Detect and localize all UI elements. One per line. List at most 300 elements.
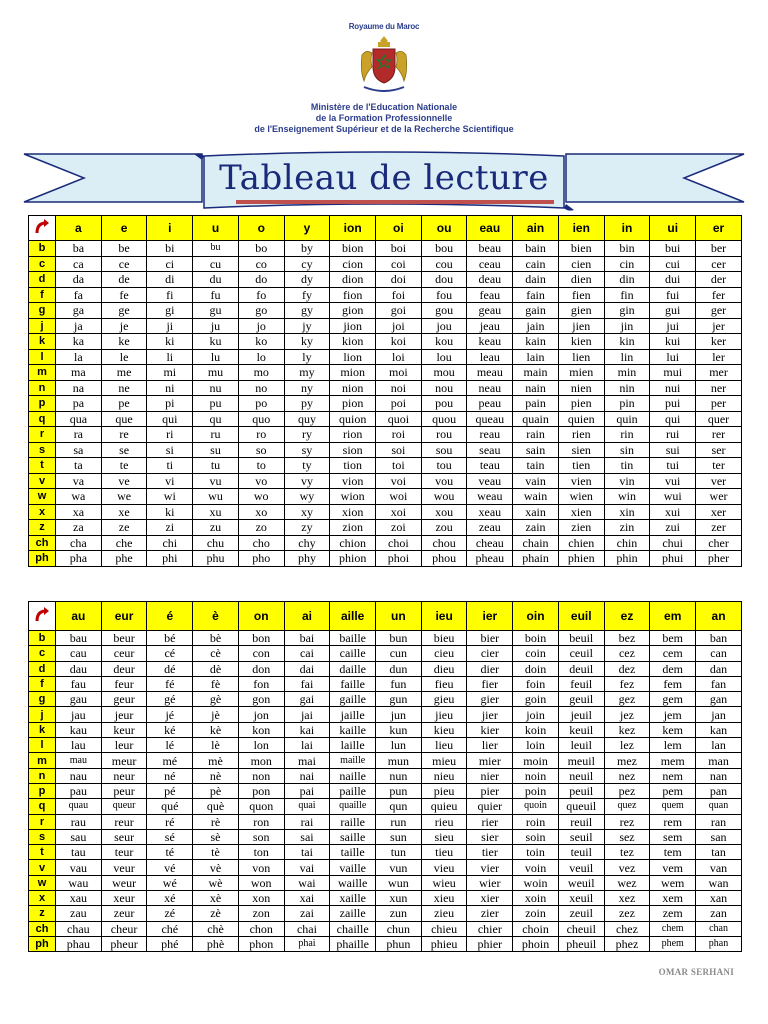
column-header: ion (330, 216, 376, 241)
syllable-cell: lu (193, 349, 239, 365)
syllable-cell: neau (467, 380, 513, 396)
column-header: ier (467, 602, 513, 631)
syllable-cell: quez (604, 799, 650, 814)
syllable-cell: dou (421, 272, 467, 288)
syllable-cell: se (101, 442, 147, 458)
syllable-cell: quier (467, 799, 513, 814)
ministry-line: de l'Enseignement Supérieur et de la Recherche Scientifique (254, 124, 514, 134)
syllable-cell: toi (376, 458, 422, 474)
syllable-cell: mion (330, 365, 376, 381)
syllable-cell: sem (650, 829, 696, 844)
syllable-cell: wez (604, 875, 650, 890)
row-consonant: x (29, 504, 56, 520)
syllable-cell: zé (147, 906, 193, 921)
syllable-cell: be (101, 241, 147, 257)
syllable-cell: ger (696, 303, 742, 319)
syllable-cell: wy (284, 489, 330, 505)
row-consonant: n (29, 768, 56, 783)
syllable-cell: fi (147, 287, 193, 303)
syllable-cell: bain (513, 241, 559, 257)
syllable-cell: jier (467, 707, 513, 722)
table-row (29, 753, 742, 768)
syllable-cell: quien (558, 411, 604, 427)
syllable-cell: sou (421, 442, 467, 458)
syllable-cell: fo (238, 287, 284, 303)
syllable-cell: sé (147, 829, 193, 844)
column-header: ien (558, 216, 604, 241)
syllable-cell: saille (330, 829, 376, 844)
syllable-cell: phè (193, 936, 239, 951)
syllable-cell: beau (467, 241, 513, 257)
syllable-cell: gou (421, 303, 467, 319)
syllable-cell: ji (147, 318, 193, 334)
syllable-cell: qun (376, 799, 422, 814)
syllable-cell: kin (604, 334, 650, 350)
syllable-cell: cui (650, 256, 696, 272)
row-consonant: p (29, 396, 56, 412)
syllable-cell: xe (101, 504, 147, 520)
syllable-cell: vez (604, 860, 650, 875)
syllable-cell: mau (56, 753, 102, 768)
syllable-cell: quieu (421, 799, 467, 814)
table-row (29, 551, 742, 567)
syllable-cell: roi (376, 427, 422, 443)
syllable-cell: cheuil (558, 921, 604, 936)
syllable-cell: xan (696, 891, 742, 906)
table-row (29, 287, 742, 303)
syllable-cell: kon (238, 722, 284, 737)
syllable-cell: phan (696, 936, 742, 951)
syllable-cell: phin (604, 551, 650, 567)
syllable-cell: sieu (421, 829, 467, 844)
syllable-cell: lien (558, 349, 604, 365)
ministry-text (0, 102, 768, 135)
syllable-cell: jau (56, 707, 102, 722)
syllable-cell: xau (56, 891, 102, 906)
syllable-cell: jain (513, 318, 559, 334)
syllable-cell: gieu (421, 692, 467, 707)
syllable-cell: lè (193, 738, 239, 753)
syllable-cell: fan (696, 676, 742, 691)
syllable-cell: vu (193, 473, 239, 489)
royal-coat-of-arms-icon (356, 33, 412, 95)
syllable-cell: phem (650, 936, 696, 951)
syllable-cell: kieu (421, 722, 467, 737)
syllable-cell: lon (238, 738, 284, 753)
syllable-cell: lier (467, 738, 513, 753)
syllable-cell: wain (513, 489, 559, 505)
syllable-cell: lain (513, 349, 559, 365)
column-header: y (284, 216, 330, 241)
syllable-cell: fem (650, 676, 696, 691)
table-row (29, 936, 742, 951)
syllable-cell: dui (650, 272, 696, 288)
syllable-cell: sain (513, 442, 559, 458)
syllable-cell: fy (284, 287, 330, 303)
syllable-cell: xer (696, 504, 742, 520)
syllable-cell: pin (604, 396, 650, 412)
reading-table-1 (28, 215, 742, 567)
syllable-cell: lieu (421, 738, 467, 753)
syllable-cell: quo (238, 411, 284, 427)
syllable-cell: quain (513, 411, 559, 427)
syllable-cell: chun (376, 921, 422, 936)
syllable-cell: phé (147, 936, 193, 951)
syllable-cell: gy (284, 303, 330, 319)
syllable-cell: do (238, 272, 284, 288)
column-header: er (696, 216, 742, 241)
syllable-cell: neur (101, 768, 147, 783)
syllable-cell: chien (558, 535, 604, 551)
syllable-cell: jou (421, 318, 467, 334)
syllable-cell: win (604, 489, 650, 505)
syllable-cell: voin (513, 860, 559, 875)
syllable-cell: roin (513, 814, 559, 829)
syllable-cell: per (696, 396, 742, 412)
column-header: e (101, 216, 147, 241)
syllable-cell: gau (56, 692, 102, 707)
syllable-cell: py (284, 396, 330, 412)
syllable-cell: mien (558, 365, 604, 381)
syllable-cell: rem (650, 814, 696, 829)
syllable-cell: coin (513, 646, 559, 661)
curved-arrow-icon (33, 606, 51, 624)
syllable-cell: peur (101, 783, 147, 798)
syllable-cell: jy (284, 318, 330, 334)
syllable-cell: caille (330, 646, 376, 661)
syllable-cell: xien (558, 504, 604, 520)
syllable-cell: tou (421, 458, 467, 474)
row-consonant: n (29, 380, 56, 396)
syllable-cell: keuil (558, 722, 604, 737)
table-row (29, 692, 742, 707)
syllable-cell: zier (467, 906, 513, 921)
syllable-cell: leuil (558, 738, 604, 753)
syllable-cell: geuil (558, 692, 604, 707)
syllable-cell: go (238, 303, 284, 319)
table-row (29, 676, 742, 691)
syllable-cell: quem (650, 799, 696, 814)
syllable-cell: dan (696, 661, 742, 676)
syllable-cell: rez (604, 814, 650, 829)
table-row (29, 921, 742, 936)
column-header: eur (101, 602, 147, 631)
syllable-cell: quin (604, 411, 650, 427)
syllable-cell: lui (650, 349, 696, 365)
syllable-cell: zon (238, 906, 284, 921)
syllable-cell: ri (147, 427, 193, 443)
syllable-cell: si (147, 442, 193, 458)
syllable-cell: van (696, 860, 742, 875)
syllable-cell: ki (147, 504, 193, 520)
syllable-cell: fon (238, 676, 284, 691)
syllable-cell: phoi (376, 551, 422, 567)
column-header: eau (467, 216, 513, 241)
syllable-cell: dy (284, 272, 330, 288)
syllable-cell: ro (238, 427, 284, 443)
syllable-cell: reur (101, 814, 147, 829)
syllable-cell: jez (604, 707, 650, 722)
row-consonant: s (29, 829, 56, 844)
syllable-cell: dien (558, 272, 604, 288)
syllable-cell: cou (421, 256, 467, 272)
syllable-cell: té (147, 845, 193, 860)
syllable-cell: geau (467, 303, 513, 319)
syllable-cell: pu (193, 396, 239, 412)
syllable-cell: bai (284, 631, 330, 646)
syllable-cell: lo (238, 349, 284, 365)
row-consonant: z (29, 906, 56, 921)
syllable-cell: zy (284, 520, 330, 536)
syllable-cell: fain (513, 287, 559, 303)
syllable-cell: xui (650, 504, 696, 520)
syllable-cell: xoi (376, 504, 422, 520)
syllable-cell: my (284, 365, 330, 381)
syllable-cell: cier (467, 646, 513, 661)
syllable-cell: ra (56, 427, 102, 443)
syllable-cell: zan (696, 906, 742, 921)
column-header: o (238, 216, 284, 241)
syllable-cell: bui (650, 241, 696, 257)
syllable-cell: boin (513, 631, 559, 646)
syllable-cell: san (696, 829, 742, 844)
syllable-cell: der (696, 272, 742, 288)
table-row (29, 707, 742, 722)
syllable-cell: jan (696, 707, 742, 722)
syllable-cell: sin (604, 442, 650, 458)
syllable-cell: cu (193, 256, 239, 272)
syllable-cell: jé (147, 707, 193, 722)
column-header: au (56, 602, 102, 631)
row-consonant: m (29, 365, 56, 381)
syllable-cell: sai (284, 829, 330, 844)
syllable-cell: ke (101, 334, 147, 350)
syllable-cell: nin (604, 380, 650, 396)
syllable-cell: mui (650, 365, 696, 381)
syllable-cell: chu (193, 535, 239, 551)
syllable-cell: weuil (558, 875, 604, 890)
syllable-cell: ci (147, 256, 193, 272)
column-header: oin (513, 602, 559, 631)
row-consonant: w (29, 875, 56, 890)
syllable-cell: phieu (421, 936, 467, 951)
syllable-cell: seuil (558, 829, 604, 844)
syllable-cell: xy (284, 504, 330, 520)
syllable-cell: pai (284, 783, 330, 798)
syllable-cell: phy (284, 551, 330, 567)
syllable-cell: wé (147, 875, 193, 890)
syllable-cell: gun (376, 692, 422, 707)
syllable-cell: qué (147, 799, 193, 814)
syllable-cell: rau (56, 814, 102, 829)
syllable-cell: vier (467, 860, 513, 875)
syllable-cell: tem (650, 845, 696, 860)
syllable-cell: cai (284, 646, 330, 661)
syllable-cell: queuil (558, 799, 604, 814)
syllable-cell: cien (558, 256, 604, 272)
syllable-cell: von (238, 860, 284, 875)
syllable-cell: cho (238, 535, 284, 551)
row-consonant: t (29, 458, 56, 474)
kingdom-label: Royaume du Maroc (348, 22, 420, 31)
syllable-cell: baille (330, 631, 376, 646)
syllable-cell: vo (238, 473, 284, 489)
syllable-cell: zau (56, 906, 102, 921)
syllable-cell: phien (558, 551, 604, 567)
row-consonant: p (29, 783, 56, 798)
syllable-cell: by (284, 241, 330, 257)
syllable-cell: peau (467, 396, 513, 412)
syllable-cell: ze (101, 520, 147, 536)
row-consonant: f (29, 287, 56, 303)
column-header: ou (421, 216, 467, 241)
syllable-cell: min (604, 365, 650, 381)
table-row (29, 906, 742, 921)
row-consonant: f (29, 676, 56, 691)
syllable-cell: chan (696, 921, 742, 936)
syllable-cell: din (604, 272, 650, 288)
syllable-cell: ber (696, 241, 742, 257)
syllable-cell: woin (513, 875, 559, 890)
syllable-cell: fez (604, 676, 650, 691)
table-row (29, 814, 742, 829)
syllable-cell: kaille (330, 722, 376, 737)
syllable-cell: da (56, 272, 102, 288)
syllable-cell: zem (650, 906, 696, 921)
table-row (29, 334, 742, 350)
syllable-cell: sien (558, 442, 604, 458)
column-header: a (56, 216, 102, 241)
syllable-cell: po (238, 396, 284, 412)
table-row (29, 489, 742, 505)
row-consonant: g (29, 692, 56, 707)
syllable-cell: bau (56, 631, 102, 646)
syllable-cell: cher (696, 535, 742, 551)
column-header: euil (558, 602, 604, 631)
table-row (29, 365, 742, 381)
syllable-cell: xon (238, 891, 284, 906)
syllable-cell: nui (650, 380, 696, 396)
syllable-cell: tai (284, 845, 330, 860)
syllable-cell: wieu (421, 875, 467, 890)
syllable-cell: rer (696, 427, 742, 443)
syllable-cell: koi (376, 334, 422, 350)
syllable-cell: leur (101, 738, 147, 753)
syllable-cell: la (56, 349, 102, 365)
syllable-cell: ne (101, 380, 147, 396)
syllable-cell: su (193, 442, 239, 458)
syllable-cell: lé (147, 738, 193, 753)
syllable-cell: xeur (101, 891, 147, 906)
column-header: ai (284, 602, 330, 631)
syllable-cell: ge (101, 303, 147, 319)
syllable-cell: quan (696, 799, 742, 814)
syllable-cell: gi (147, 303, 193, 319)
syllable-cell: sy (284, 442, 330, 458)
syllable-cell: phain (513, 551, 559, 567)
column-header: ieu (421, 602, 467, 631)
syllable-cell: pheau (467, 551, 513, 567)
syllable-cell: cha (56, 535, 102, 551)
syllable-cell: chem (650, 921, 696, 936)
syllable-cell: kion (330, 334, 376, 350)
syllable-cell: tan (696, 845, 742, 860)
syllable-cell: faille (330, 676, 376, 691)
syllable-cell: cez (604, 646, 650, 661)
syllable-cell: nu (193, 380, 239, 396)
syllable-cell: gion (330, 303, 376, 319)
syllable-cell: bon (238, 631, 284, 646)
syllable-cell: dion (330, 272, 376, 288)
syllable-cell: phau (56, 936, 102, 951)
row-consonant: d (29, 272, 56, 288)
syllable-cell: sion (330, 442, 376, 458)
syllable-cell: moi (376, 365, 422, 381)
syllable-cell: tau (56, 845, 102, 860)
syllable-cell: gui (650, 303, 696, 319)
syllable-cell: ner (696, 380, 742, 396)
table-row (29, 380, 742, 396)
row-consonant: z (29, 520, 56, 536)
syllable-cell: ty (284, 458, 330, 474)
syllable-cell: que (101, 411, 147, 427)
syllable-cell: kun (376, 722, 422, 737)
syllable-cell: jè (193, 707, 239, 722)
syllable-cell: we (101, 489, 147, 505)
syllable-cell: nou (421, 380, 467, 396)
syllable-cell: ta (56, 458, 102, 474)
syllable-cell: lem (650, 738, 696, 753)
syllable-cell: dè (193, 661, 239, 676)
syllable-cell: de (101, 272, 147, 288)
syllable-cell: tez (604, 845, 650, 860)
corner-cell (29, 602, 56, 631)
syllable-cell: wion (330, 489, 376, 505)
syllable-cell: mo (238, 365, 284, 381)
syllable-cell: noi (376, 380, 422, 396)
syllable-cell: bieu (421, 631, 467, 646)
syllable-cell: soi (376, 442, 422, 458)
syllable-cell: fieu (421, 676, 467, 691)
syllable-cell: zoin (513, 906, 559, 921)
syllable-cell: kien (558, 334, 604, 350)
syllable-cell: wan (696, 875, 742, 890)
syllable-cell: jun (376, 707, 422, 722)
syllable-cell: phi (147, 551, 193, 567)
syllable-cell: ché (147, 921, 193, 936)
syllable-cell: quer (696, 411, 742, 427)
syllable-cell: bez (604, 631, 650, 646)
syllable-cell: fui (650, 287, 696, 303)
syllable-cell: con (238, 646, 284, 661)
syllable-cell: rion (330, 427, 376, 443)
syllable-cell: loi (376, 349, 422, 365)
syllable-cell: gon (238, 692, 284, 707)
row-consonant: t (29, 845, 56, 860)
table-row (29, 845, 742, 860)
syllable-cell: mier (467, 753, 513, 768)
table-row (29, 396, 742, 412)
syllable-cell: chaille (330, 921, 376, 936)
syllable-cell: phaille (330, 936, 376, 951)
syllable-cell: lan (696, 738, 742, 753)
row-consonant: k (29, 334, 56, 350)
syllable-cell: tain (513, 458, 559, 474)
table-row (29, 535, 742, 551)
syllable-cell: ma (56, 365, 102, 381)
syllable-cell: tier (467, 845, 513, 860)
syllable-cell: joi (376, 318, 422, 334)
